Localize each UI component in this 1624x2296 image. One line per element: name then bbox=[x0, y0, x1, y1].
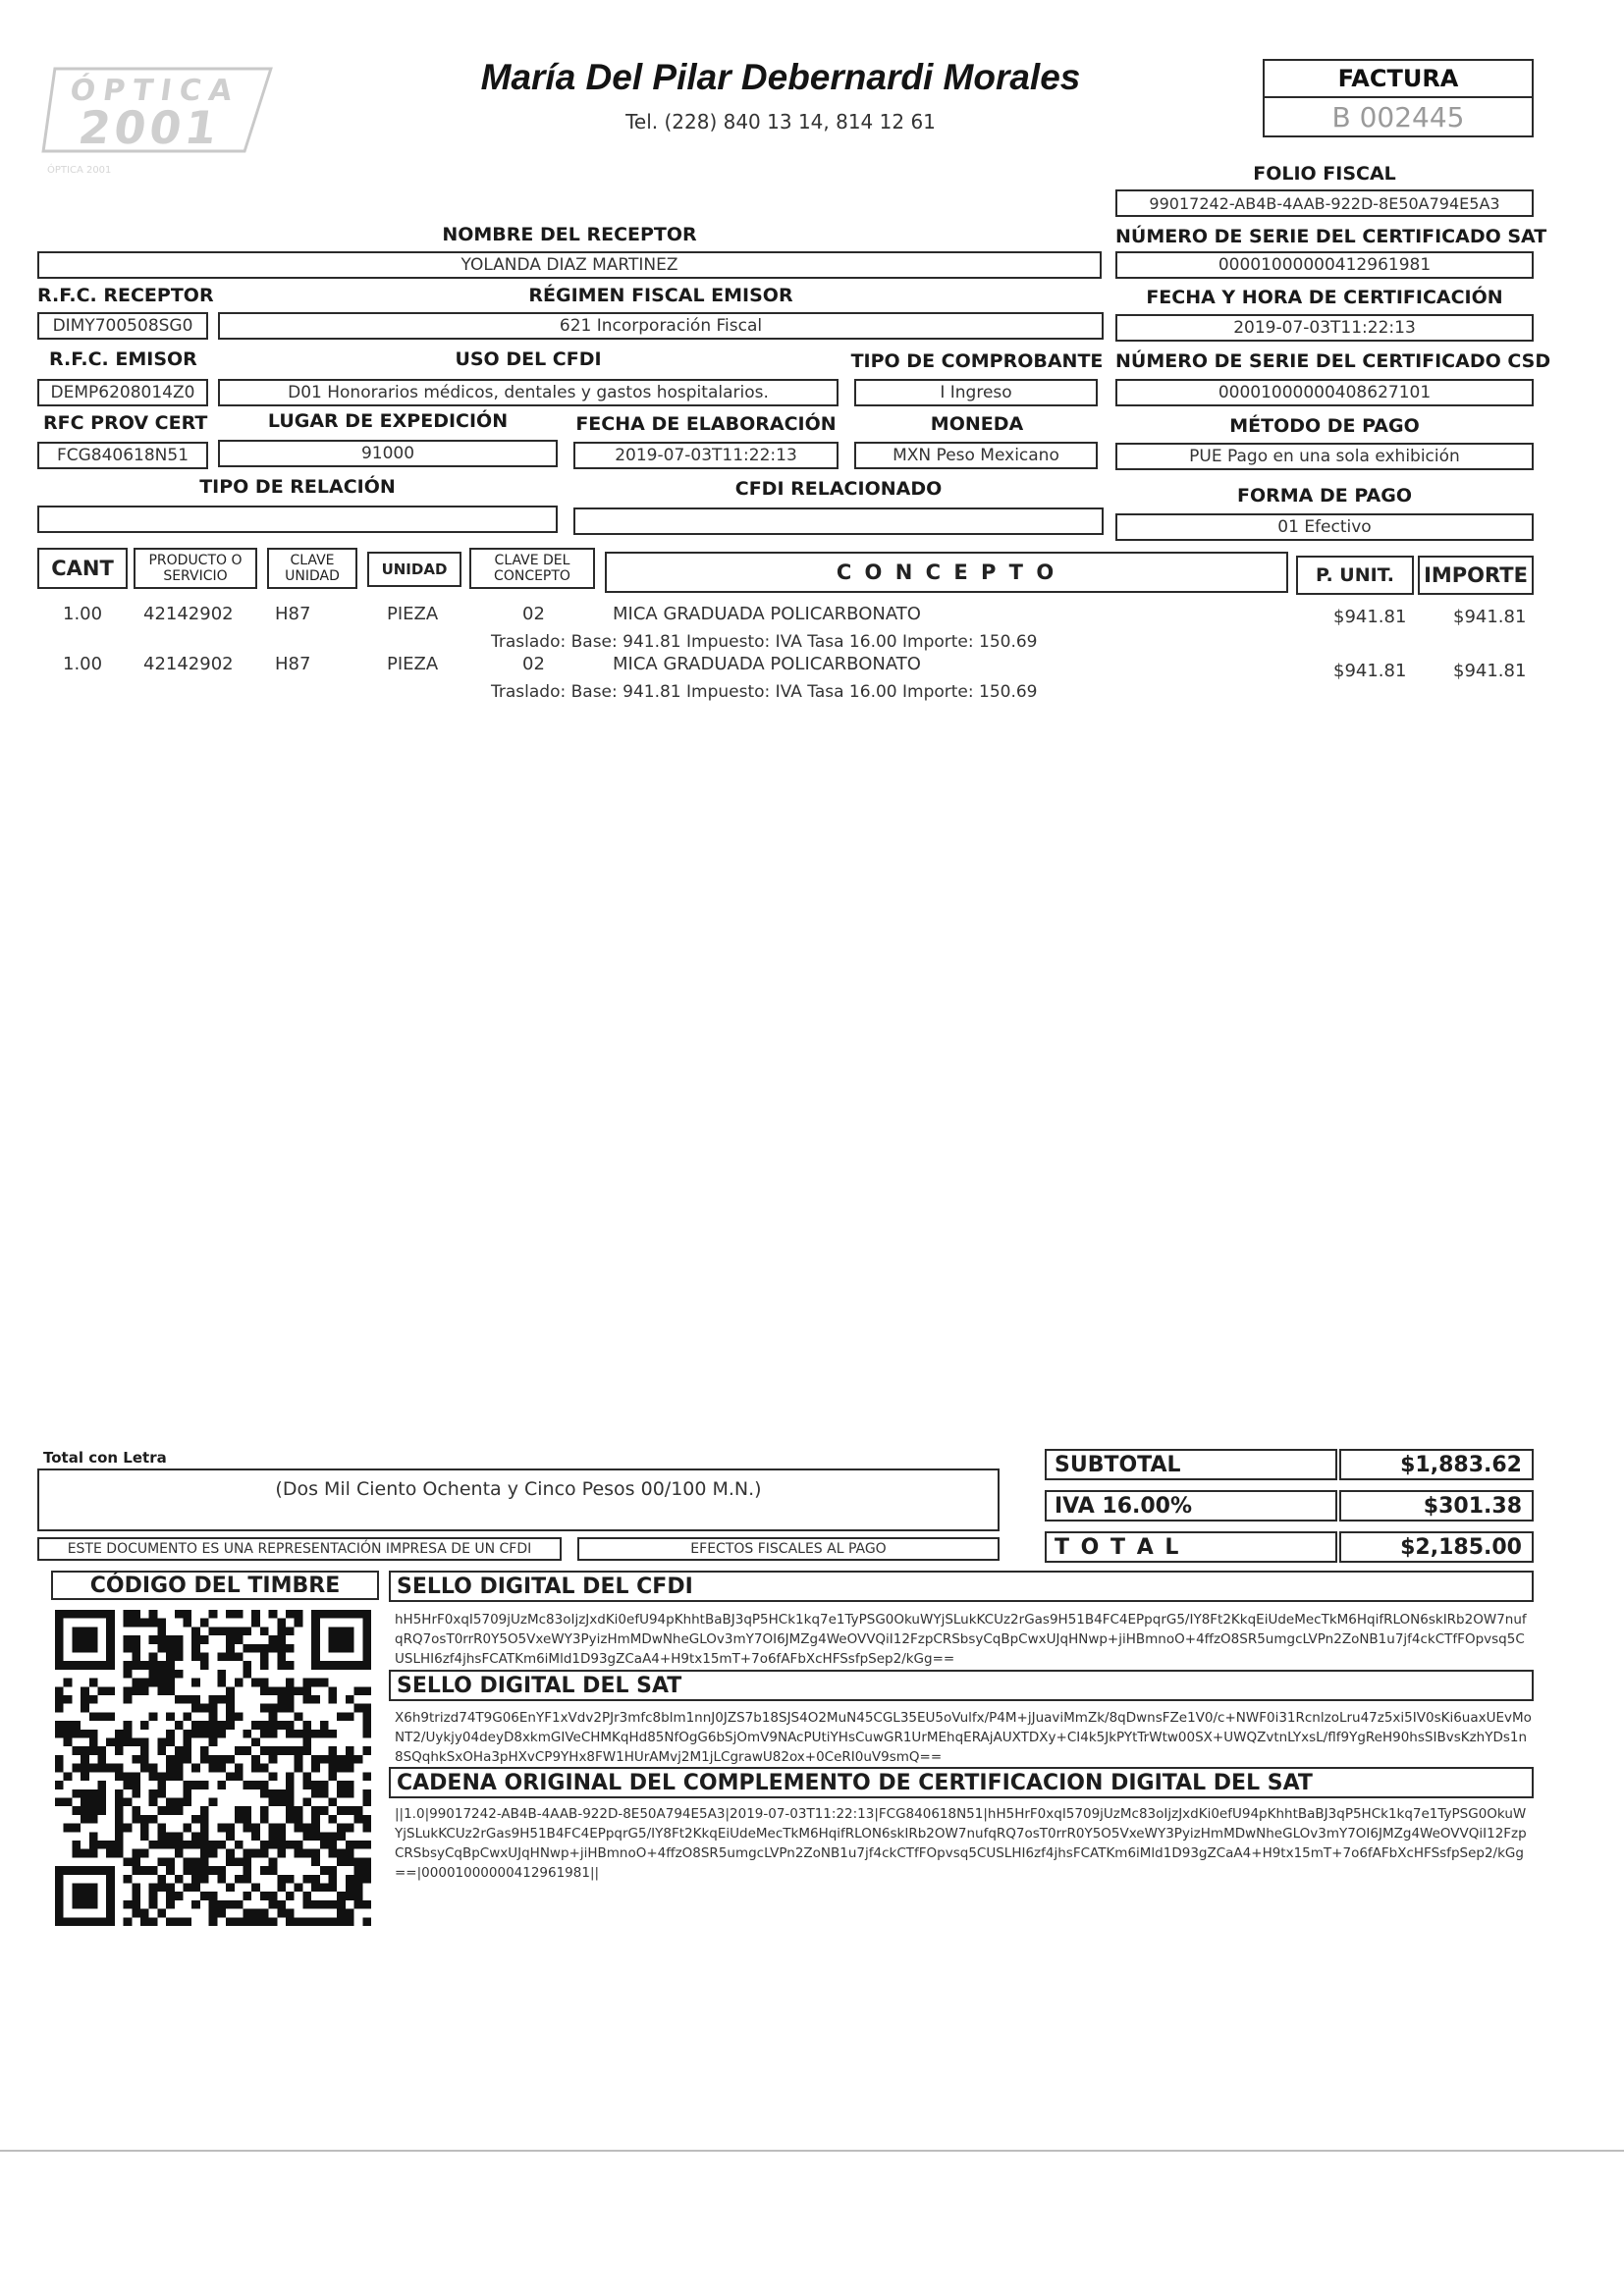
cadena-original-value: ||1.0|99017242-AB4B-4AAB-922D-8E50A794E5A3|2019-07-03T11:22:13|FCG840618N51|hH5HrF0xqI5709jUzMc83oIjzJxdKi0efU94pKhhtBaBJ3qP5HCk1kq7e1TyPSG0OkuWYjSLukKCUz2rGas9H51B4FC4EPpqrG5/IY8Ft2KkqEiUdeMecTkM6HqifRLON6skIRb2OW7nufqRQ7osT0rrR0Y5O5VxeWY3PyizHmMDwNheGLOv3mY7OI6JMZg4WeOVVQiI12FzpCRSbsyCqBpCwxUJqHNwp+jiHBmnoO+4ffzO8SR5umgcLVPn2ZoNB1u7jf4ckCTfFOpvsq5CUSLHI6zf4jhsFCATKm6iMld1D93gZCaA4+H9tx15mT+7o6fAFbXcHFSsfpSep2/kGg==|00001000000412961981|| bbox=[395, 1806, 1527, 1881]
iva-value: $301.38 bbox=[1339, 1490, 1534, 1522]
cell-unidad: PIEZA bbox=[387, 654, 439, 674]
folio-fiscal-label: FOLIO FISCAL bbox=[1253, 163, 1396, 185]
codigo-timbre-label: CÓDIGO DEL TIMBRE bbox=[51, 1571, 379, 1600]
rfc-receptor-value: DIMY700508SG0 bbox=[37, 312, 208, 340]
cfdi-relacionado-value bbox=[573, 507, 1104, 535]
cell-importe: $941.81 bbox=[1453, 607, 1527, 627]
cell-concepto: MICA GRADUADA POLICARBONATO bbox=[613, 654, 921, 674]
table-row bbox=[0, 651, 1624, 710]
fecha-cert-label: FECHA Y HORA DE CERTIFICACIÓN bbox=[1146, 287, 1503, 308]
receptor-name-label: NOMBRE DEL RECEPTOR bbox=[442, 224, 697, 245]
logo-text: ÓPTICA 2001 bbox=[47, 165, 112, 176]
note-representacion: ESTE DOCUMENTO ES UNA REPRESENTACIÓN IMPRESA DE UN CFDI bbox=[37, 1537, 562, 1561]
tipo-comprobante-label: TIPO DE COMPROBANTE bbox=[850, 350, 1104, 372]
moneda-value: MXN Peso Mexicano bbox=[854, 442, 1098, 469]
rfc-emisor-value: DEMP6208014Z0 bbox=[37, 379, 208, 406]
fecha-elab-value: 2019-07-03T11:22:13 bbox=[573, 442, 839, 469]
cell-unidad: PIEZA bbox=[387, 604, 439, 624]
cert-sat-label: NÚMERO DE SERIE DEL CERTIFICADO SAT bbox=[1115, 226, 1547, 247]
folio-fiscal-value: 99017242-AB4B-4AAB-922D-8E50A794E5A3 bbox=[1115, 189, 1534, 217]
rfc-prov-cert-value: FCG840618N51 bbox=[37, 442, 208, 469]
sello-sat-label: SELLO DIGITAL DEL SAT bbox=[389, 1670, 1534, 1701]
cell-traslado: Traslado: Base: 941.81 Impuesto: IVA Tasa 16.00 Importe: 150.69 bbox=[491, 632, 1038, 652]
col-header-clave-unidad: CLAVE UNIDAD bbox=[267, 548, 357, 589]
col-header-punit: P. UNIT. bbox=[1296, 556, 1414, 595]
qr-code-icon bbox=[55, 1610, 371, 1926]
metodo-pago-value: PUE Pago en una sola exhibición bbox=[1115, 443, 1534, 470]
sello-sat-value: X6h9trizd74T9G06EnYF1xVdv2PJr3mfc8blm1nnJ0JZS7b18SJS4O2MuN45CGL35EU5oVulfx/P4M+jJuaviMmZk/8qDwnsFZe1V0/c+NWF0i31RcnlzoLru47z5xi5IV0sKi6uaxUEvMoNT2/Uykjy04deyD8xkmGIVeCHMKqHd85NfOgG6bSjOmV9NAcPUtiYHsCuwGR1UrMEhqERAjAUXTDXy+CI4k5JkPYtTrWtw00SX+UWQZvtnLYxsL/flf9YgReH90hsSIBvsKzhYDs1n8SQqhkSxOHa3pHXvCP9YHx8FW1HUrAMvj2M1jLCgrawU82ox+0CeRI0uV9smQ== bbox=[395, 1710, 1532, 1765]
page-edge-line bbox=[0, 2150, 1624, 2152]
company-logo bbox=[32, 61, 282, 159]
cell-clave-concepto: 02 bbox=[522, 604, 545, 624]
tipo-relacion-label: TIPO DE RELACIÓN bbox=[199, 476, 396, 498]
issuer-phone: Tel. (228) 840 13 14, 814 12 61 bbox=[625, 110, 936, 133]
cell-traslado: Traslado: Base: 941.81 Impuesto: IVA Tasa 16.00 Importe: 150.69 bbox=[491, 682, 1038, 702]
tipo-comprobante-value: I Ingreso bbox=[854, 379, 1098, 406]
total-value: $2,185.00 bbox=[1339, 1531, 1534, 1563]
moneda-label: MONEDA bbox=[930, 413, 1024, 435]
cell-producto: 42142902 bbox=[143, 654, 234, 674]
cert-csd-value: 00001000000408627101 bbox=[1115, 379, 1534, 406]
cell-cant: 1.00 bbox=[63, 604, 103, 624]
cadena-original-label: CADENA ORIGINAL DEL COMPLEMENTO DE CERTIFICACION DIGITAL DEL SAT bbox=[389, 1767, 1534, 1798]
regimen-value: 621 Incorporación Fiscal bbox=[218, 312, 1104, 340]
svg-text:ÓPTICA: ÓPTICA bbox=[68, 74, 243, 108]
cert-sat-value: 00001000000412961981 bbox=[1115, 251, 1534, 279]
lugar-label: LUGAR DE EXPEDICIÓN bbox=[267, 410, 509, 432]
issuer-name: María Del Pilar Debernardi Morales bbox=[480, 57, 1081, 97]
cell-clave-unidad: H87 bbox=[275, 654, 311, 674]
metodo-pago-label: MÉTODO DE PAGO bbox=[1229, 415, 1420, 437]
fecha-elab-label: FECHA DE ELABORACIÓN bbox=[575, 413, 837, 435]
col-header-cant: CANT bbox=[37, 548, 128, 589]
col-header-unidad: UNIDAD bbox=[367, 552, 461, 587]
cell-punit: $941.81 bbox=[1333, 661, 1407, 681]
uso-cfdi-label: USO DEL CFDI bbox=[455, 348, 602, 370]
col-header-clave-concepto: CLAVE DEL CONCEPTO bbox=[469, 548, 595, 589]
fecha-cert-value: 2019-07-03T11:22:13 bbox=[1115, 314, 1534, 342]
cell-cant: 1.00 bbox=[63, 654, 103, 674]
sello-cfdi-label: SELLO DIGITAL DEL CFDI bbox=[389, 1571, 1534, 1602]
cell-punit: $941.81 bbox=[1333, 607, 1407, 627]
cell-producto: 42142902 bbox=[143, 604, 234, 624]
cell-concepto: MICA GRADUADA POLICARBONATO bbox=[613, 604, 921, 624]
subtotal-value: $1,883.62 bbox=[1339, 1449, 1534, 1480]
invoice-type: FACTURA bbox=[1263, 59, 1534, 98]
rfc-prov-cert-label: RFC PROV CERT bbox=[43, 412, 208, 434]
cell-clave-concepto: 02 bbox=[522, 654, 545, 674]
col-header-producto: PRODUCTO O SERVICIO bbox=[134, 548, 257, 589]
iva-label: IVA 16.00% bbox=[1045, 1490, 1337, 1522]
rfc-receptor-label: R.F.C. RECEPTOR bbox=[37, 285, 214, 306]
cert-csd-label: NÚMERO DE SERIE DEL CERTIFICADO CSD bbox=[1115, 350, 1551, 372]
receptor-name-value: YOLANDA DIAZ MARTINEZ bbox=[37, 251, 1102, 279]
regimen-label: RÉGIMEN FISCAL EMISOR bbox=[528, 285, 793, 306]
forma-pago-label: FORMA DE PAGO bbox=[1237, 485, 1412, 507]
cell-clave-unidad: H87 bbox=[275, 604, 311, 624]
col-header-importe: IMPORTE bbox=[1418, 556, 1534, 595]
col-header-concepto: C O N C E P T O bbox=[605, 552, 1288, 593]
cell-importe: $941.81 bbox=[1453, 661, 1527, 681]
forma-pago-value: 01 Efectivo bbox=[1115, 513, 1534, 541]
note-efectos-fiscales: EFECTOS FISCALES AL PAGO bbox=[577, 1537, 1000, 1561]
total-letra-value: (Dos Mil Ciento Ochenta y Cinco Pesos 00/100 M.N.) bbox=[275, 1478, 762, 1500]
svg-text:2001: 2001 bbox=[75, 101, 225, 154]
uso-cfdi-value: D01 Honorarios médicos, dentales y gastos hospitalarios. bbox=[218, 379, 839, 406]
lugar-value: 91000 bbox=[218, 440, 558, 467]
sello-cfdi-value: hH5HrF0xqI5709jUzMc83oIjzJxdKi0efU94pKhhtBaBJ3qP5HCk1kq7e1TyPSG0OkuWYjSLukKCUz2rGas9H51B4FC4EPpqrG5/IY8Ft2KkqEiUdeMecTkM6HqifRLON6skIRb2OW7nufqRQ7osT0rrR0Y5O5VxeWY3PyizHmMDwNheGLOv3mY7OI6JMZg4WeOVVQiI12FzpCRSbsyCqBpCwxUJqHNwp+jiHBmnoO+4ffzO8SR5umgcLVPn2ZoNB1u7jf4ckCTfFOpvsq5CUSLHI6zf4jhsFCATKm6iMld1D93gZCaA4+H9tx15mT+7o6fAFbXcHFSsfpSep2/kGg== bbox=[395, 1612, 1527, 1667]
total-label: T O T A L bbox=[1045, 1531, 1337, 1563]
tipo-relacion-value bbox=[37, 506, 558, 533]
rfc-emisor-label: R.F.C. EMISOR bbox=[49, 348, 197, 370]
invoice-number: B 002445 bbox=[1263, 98, 1534, 137]
cfdi-relacionado-label: CFDI RELACIONADO bbox=[734, 478, 943, 500]
total-letra-box bbox=[37, 1468, 1000, 1531]
total-letra-label: Total con Letra bbox=[43, 1449, 167, 1467]
subtotal-label: SUBTOTAL bbox=[1045, 1449, 1337, 1480]
